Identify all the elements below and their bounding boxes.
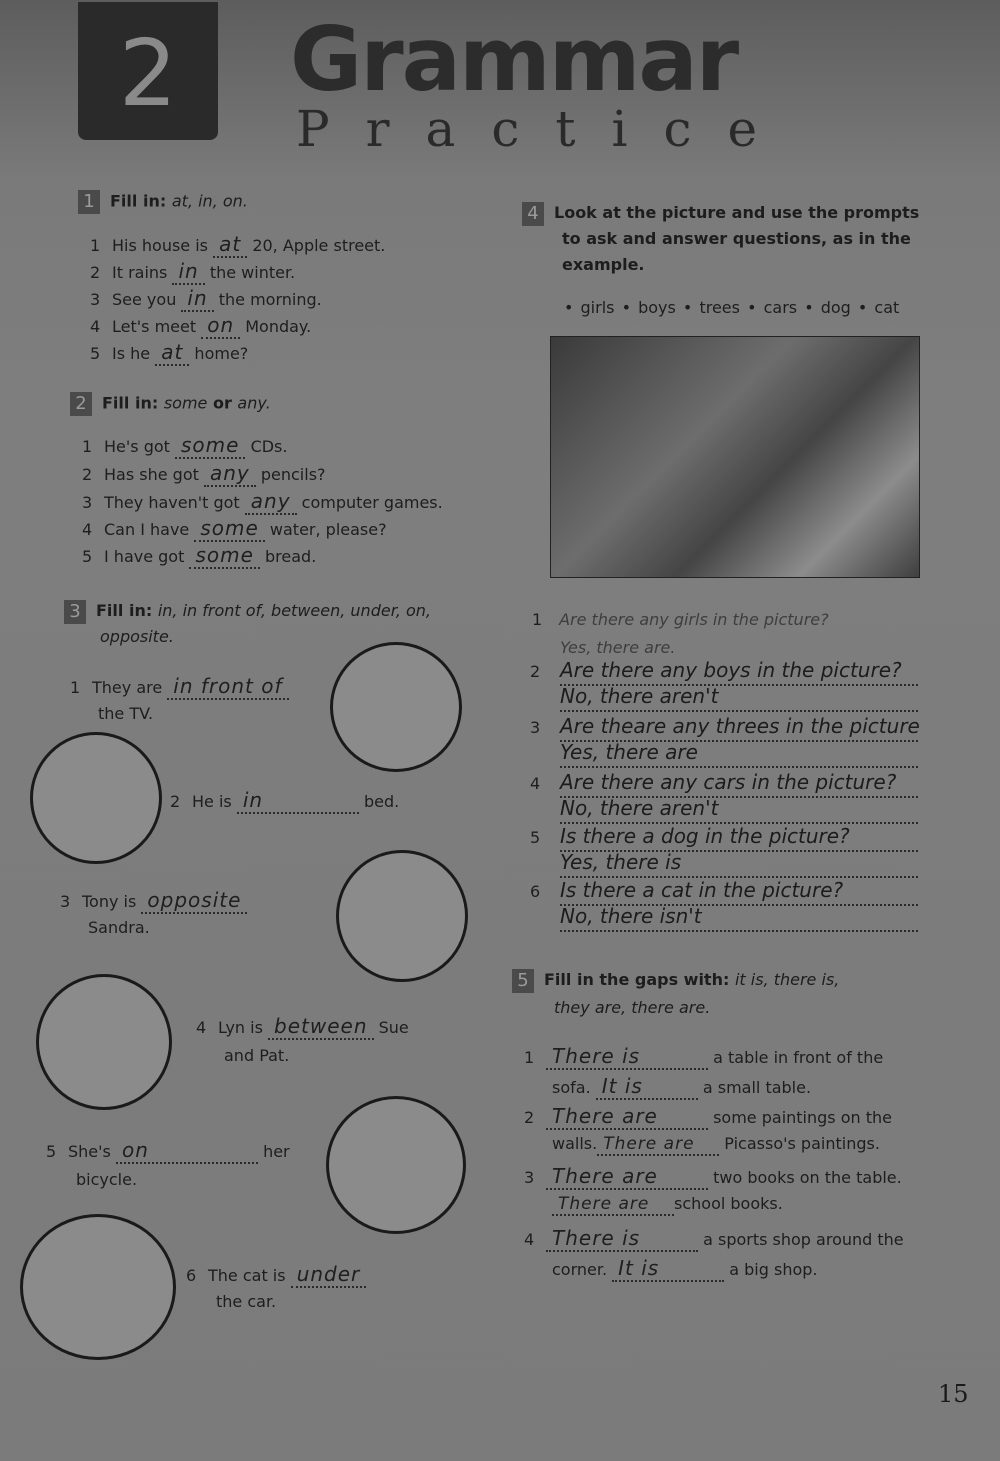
- ex2-item: 2 Has she got any pencils?: [82, 461, 326, 485]
- ex4-question-answer[interactable]: Are theare any threes in the picture: [560, 714, 918, 742]
- ex3-item-continued: bicycle.: [76, 1170, 138, 1189]
- prompt-list: • girls • boys • trees • cars • dog • cat: [564, 298, 900, 317]
- ex2-item: 5 I have got some bread.: [82, 543, 317, 567]
- ex2-item: 3 They haven't got any computer games.: [82, 489, 443, 513]
- ex3-item-continued: the TV.: [98, 704, 154, 723]
- ex4-number: 2: [530, 662, 541, 681]
- ex5-item-continued: There are school books.: [552, 1194, 783, 1216]
- ex4-short-answer[interactable]: No, there isn't: [560, 904, 918, 932]
- answer-blank[interactable]: There are: [546, 1104, 708, 1130]
- ex4-question-answer[interactable]: Are there any boys in the picture?: [560, 658, 918, 686]
- ex4-question-answer[interactable]: Is there a dog in the picture?: [560, 824, 918, 852]
- unit-number: 2: [118, 20, 178, 127]
- ex5-item: 2 There are some paintings on the: [524, 1104, 892, 1128]
- page-subtitle: Practice: [296, 100, 794, 158]
- answer-blank[interactable]: on: [201, 313, 240, 339]
- bed-illustration: [30, 732, 162, 864]
- answer-blank[interactable]: opposite: [141, 888, 247, 914]
- ex4-number: 3: [530, 718, 541, 737]
- answer-blank[interactable]: There are: [546, 1164, 708, 1190]
- answer-blank[interactable]: some: [189, 543, 259, 569]
- three-girls-illustration: [36, 974, 172, 1110]
- window-illustration: [336, 850, 468, 982]
- answer-blank[interactable]: on: [116, 1138, 258, 1164]
- ex5-item: 3 There are two books on the table.: [524, 1164, 902, 1188]
- instruction-words: at, in, on.: [171, 191, 248, 211]
- exercise-2-heading: 2 Fill in: some or any.: [70, 392, 271, 416]
- ex3-item: 3 Tony is opposite: [60, 888, 247, 914]
- answer-blank[interactable]: some: [194, 516, 264, 542]
- exercise-number: 3: [64, 600, 86, 624]
- answer-blank[interactable]: any: [245, 489, 297, 515]
- car-illustration: [20, 1214, 176, 1360]
- ex3-item-continued: the car.: [216, 1292, 277, 1311]
- exercise-4-heading: 4 Look at the picture and use the prompts to ask and answer questions, as in the example.: [522, 200, 922, 278]
- ex5-item: 1 There is a table in front of the: [524, 1044, 884, 1068]
- ex3-item-continued: and Pat.: [224, 1046, 290, 1065]
- answer-blank[interactable]: It is: [612, 1256, 724, 1282]
- ex4-number: 5: [530, 828, 541, 847]
- answer-blank[interactable]: in front of: [167, 674, 288, 700]
- ex4-short-answer[interactable]: Yes, there are: [560, 740, 918, 768]
- exercise-number: 1: [78, 190, 100, 214]
- page-title: Grammar: [290, 8, 738, 111]
- answer-blank[interactable]: It is: [596, 1074, 698, 1100]
- ex5-item-continued: walls. There are Picasso's paintings.: [552, 1134, 880, 1154]
- ex4-question-answer[interactable]: Are there any cars in the picture?: [560, 770, 918, 798]
- answer-blank[interactable]: There are: [597, 1134, 719, 1156]
- ex2-item: 1 He's got some CDs.: [82, 433, 288, 457]
- exercise-5-heading: 5 Fill in the gaps with: it is, there is, they are, there are.: [512, 966, 932, 1022]
- ex1-item: 2 It rains in the winter.: [90, 259, 296, 283]
- answer-blank[interactable]: any: [204, 461, 256, 487]
- ex4-question-answer[interactable]: Is there a cat in the picture?: [560, 878, 918, 906]
- ex3-item: 4 Lyn is between Sue: [196, 1014, 409, 1038]
- answer-blank[interactable]: There are: [552, 1194, 674, 1216]
- answer-blank[interactable]: There is: [546, 1226, 698, 1252]
- ex2-item: 4 Can I have some water, please?: [82, 516, 387, 540]
- ex4-number: 6: [530, 882, 541, 901]
- ex4-short-answer[interactable]: Yes, there is: [560, 850, 918, 878]
- answer-blank[interactable]: There is: [546, 1044, 708, 1070]
- answer-blank[interactable]: in: [181, 286, 213, 312]
- ex4-number: 4: [530, 774, 541, 793]
- answer-blank[interactable]: at: [155, 340, 189, 366]
- ex1-item: 3 See you in the morning.: [90, 286, 322, 310]
- exercise-3-heading: 3 Fill in: in, in front of, between, under, on, opposite.: [64, 598, 484, 650]
- ex1-item: 1 His house is at 20, Apple street.: [90, 232, 386, 256]
- ex3-item: 5 She's on her: [46, 1138, 290, 1162]
- exercise-1-heading: [78, 190, 248, 214]
- ex5-item-continued: sofa. It is a small table.: [552, 1074, 812, 1098]
- ex1-item: 5 Is he at home?: [90, 340, 249, 364]
- bicycle-illustration: [326, 1096, 466, 1234]
- ex3-item-continued: Sandra.: [88, 918, 150, 937]
- answer-blank[interactable]: at: [213, 232, 247, 258]
- ex3-item: 6 The cat is under: [186, 1262, 366, 1288]
- ex4-short-answer[interactable]: No, there aren't: [560, 796, 918, 824]
- answer-blank[interactable]: between: [268, 1014, 373, 1040]
- forest-photo: [550, 336, 920, 578]
- ex1-item: 4 Let's meet on Monday.: [90, 313, 312, 337]
- unit-badge: [78, 2, 218, 140]
- exercise-number: 2: [70, 392, 92, 416]
- ex3-item: 1 They are in front of: [70, 674, 289, 700]
- ex4-example: 1 Are there any girls in the picture?: [532, 610, 829, 629]
- ex5-item-continued: corner. It is a big shop.: [552, 1256, 818, 1280]
- instruction: Fill in:: [110, 191, 167, 211]
- exercise-number: 4: [522, 202, 544, 226]
- answer-blank[interactable]: in: [237, 788, 359, 814]
- exercise-number: 5: [512, 969, 534, 993]
- page-number: 15: [938, 1380, 969, 1408]
- answer-blank[interactable]: some: [175, 433, 245, 459]
- answer-blank[interactable]: in: [172, 259, 204, 285]
- ex5-item: 4 There is a sports shop around the: [524, 1226, 904, 1250]
- answer-blank[interactable]: under: [291, 1262, 367, 1288]
- tv-illustration: [330, 642, 462, 772]
- ex4-short-answer[interactable]: No, there aren't: [560, 684, 918, 712]
- ex4-example-answer: Yes, there are.: [560, 638, 676, 657]
- ex3-item: 2 He is in bed.: [170, 788, 400, 812]
